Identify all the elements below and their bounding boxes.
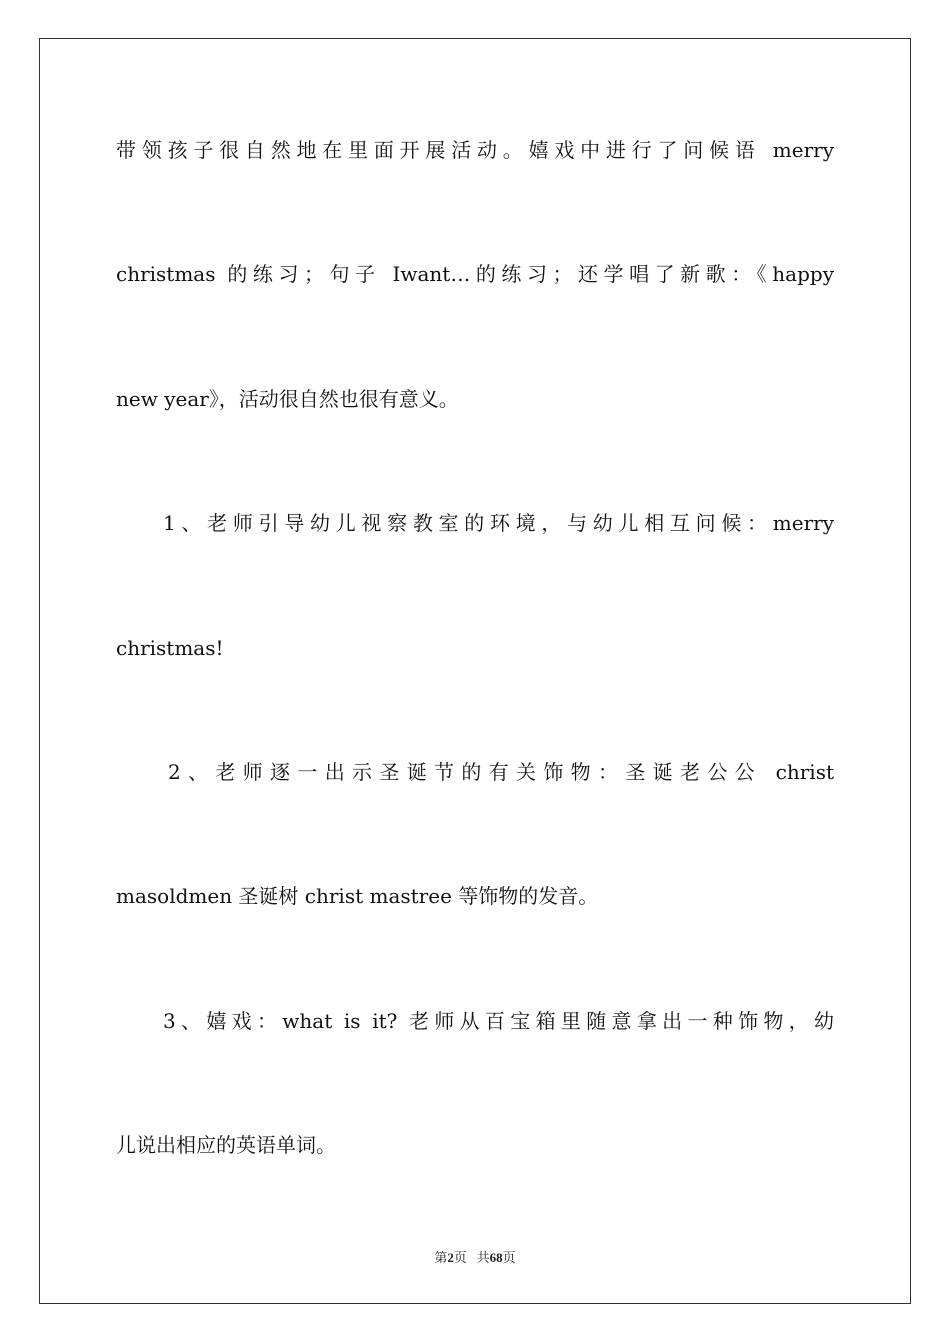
list-item-1-line-2: christmas! (116, 636, 224, 660)
list-item-3-line-2: 儿说出相应的英语单词。 (116, 1133, 336, 1157)
list-item-2-line-1: 2、老师逐一出示圣诞节的有关饰物：圣诞老公公 christ (168, 760, 834, 784)
list-item-1-line-1: 1、老师引导幼儿视察教室的环境，与幼儿相互问候：merry (163, 511, 834, 535)
page-footer (0, 1247, 950, 1266)
page-border (39, 38, 911, 1304)
footer-page-number: 2 (447, 1250, 454, 1265)
footer-total-prefix: 共 (476, 1250, 490, 1265)
paragraph-line-3: new year》，活动很自然也很有意义。 (116, 387, 459, 411)
footer-total-suffix: 页 (502, 1250, 516, 1265)
paragraph-line-2: christmas 的练习；句子 Iwant…的练习；还学唱了新歌：《happy (116, 262, 834, 286)
footer-page-suffix: 页 (453, 1250, 467, 1265)
paragraph-line-1: 带领孩子很自然地在里面开展活动。嬉戏中进行了问候语 merry (116, 138, 834, 162)
list-item-3-line-1: 3、嬉戏：what is it? 老师从百宝箱里随意拿出一种饰物，幼 (163, 1009, 834, 1033)
list-item-2-line-2: masoldmen 圣诞树 christ mastree 等饰物的发音。 (116, 884, 599, 908)
footer-prefix: 第 (434, 1250, 448, 1265)
footer-total-pages: 68 (489, 1250, 503, 1265)
